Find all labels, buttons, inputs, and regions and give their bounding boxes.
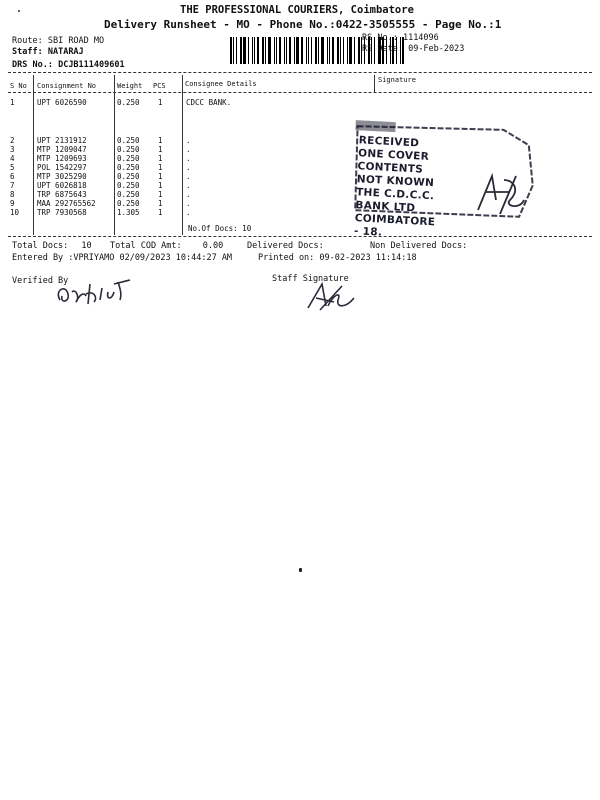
total-docs-label: Total Docs: xyxy=(12,241,69,251)
route-label: Route: xyxy=(12,36,43,46)
table-top-rule xyxy=(8,72,592,73)
drs-value: DCJB111409601 xyxy=(58,60,125,70)
row-sno: 1 xyxy=(10,98,15,107)
row-sno: 7 xyxy=(10,181,15,190)
row-weight: 0.250 xyxy=(117,190,140,199)
barcode-bar xyxy=(354,37,355,64)
col-header-signature: Signature xyxy=(378,76,416,84)
barcode-bar xyxy=(274,37,275,64)
row-consignee: . xyxy=(186,208,191,217)
route-line xyxy=(12,36,104,46)
rs-date-label: RS Date: xyxy=(362,44,403,54)
row-consignment: POL 1542297 xyxy=(37,163,87,172)
table-bottom-rule xyxy=(8,236,592,237)
row-pcs: 1 xyxy=(158,190,163,199)
row-consignee: . xyxy=(186,199,191,208)
barcode-bar xyxy=(315,37,317,64)
barcode-bar xyxy=(262,37,264,64)
barcode-bar xyxy=(257,37,259,64)
row-consignment: MTP 3025290 xyxy=(37,172,87,181)
col-header-weight: Weight xyxy=(117,82,143,90)
row-sno: 8 xyxy=(10,190,15,199)
row-consignment: TRP 6875643 xyxy=(37,190,87,199)
no-of-docs: No.Of Docs: 10 xyxy=(188,224,252,233)
barcode-bar xyxy=(349,37,352,64)
row-weight: 0.250 xyxy=(117,163,140,172)
barcode-bar xyxy=(289,37,291,64)
rs-no-line xyxy=(362,33,439,43)
col-divider-2 xyxy=(114,75,115,235)
row-pcs: 1 xyxy=(158,154,163,163)
rs-date-line xyxy=(362,44,464,54)
barcode-bar xyxy=(240,37,242,64)
staff-value: NATARAJ xyxy=(47,47,84,57)
barcode-bar xyxy=(340,37,341,64)
total-cod-line xyxy=(110,241,223,251)
col-header-consignee: Consignee Details xyxy=(185,80,257,88)
col-divider-1 xyxy=(33,75,34,235)
barcode-bar xyxy=(236,37,237,64)
scan-speck xyxy=(18,10,20,12)
totals-line xyxy=(12,241,92,251)
row-pcs: 1 xyxy=(158,181,163,190)
barcode-bar xyxy=(343,37,344,64)
barcode-bar xyxy=(347,37,348,64)
verified-by-signature xyxy=(50,274,140,314)
row-consignment: MTP 1209047 xyxy=(37,145,87,154)
route-value: SBI ROAD MO xyxy=(47,36,105,46)
barcode-bar xyxy=(268,37,271,64)
row-pcs: 1 xyxy=(158,136,163,145)
col-divider-4 xyxy=(374,75,375,93)
barcode-bar xyxy=(252,37,253,64)
row-consignee: . xyxy=(186,163,191,172)
barcode-bar xyxy=(248,37,249,64)
barcode-bar xyxy=(308,37,309,64)
row-pcs: 1 xyxy=(158,98,163,107)
barcode-bar xyxy=(337,37,339,64)
barcode-bar xyxy=(321,37,324,64)
printed-on: Printed on: 09-02-2023 11:14:18 xyxy=(258,253,417,263)
barcode-bar xyxy=(276,37,277,64)
row-weight: 0.250 xyxy=(117,145,140,154)
col-header-sno: S No xyxy=(10,82,27,90)
barcode-bar xyxy=(296,37,299,64)
table-header-rule xyxy=(8,92,592,93)
row-weight: 0.250 xyxy=(117,199,140,208)
row-weight: 0.250 xyxy=(117,172,140,181)
barcode-bar xyxy=(306,37,307,64)
barcode-bar xyxy=(311,37,312,64)
row-consignment: MAA 292765562 xyxy=(37,199,96,208)
rs-no-label: RS No.: xyxy=(362,33,398,43)
drs-label: DRS No.: xyxy=(12,60,53,70)
row-weight: 0.250 xyxy=(117,136,140,145)
non-delivered-docs: Non Delivered Docs: xyxy=(370,241,468,251)
barcode-bar xyxy=(284,37,285,64)
barcode-bar xyxy=(301,37,303,64)
staff-signature xyxy=(302,278,362,314)
row-consignee: . xyxy=(186,154,191,163)
row-pcs: 1 xyxy=(158,163,163,172)
staff-label: Staff: xyxy=(12,47,43,57)
barcode-bar xyxy=(233,37,234,64)
stamp-line-3: THE C.D.C.C. BANK LTD xyxy=(355,186,435,215)
total-cod-label: Total COD Amt: xyxy=(110,241,182,251)
company-title: THE PROFESSIONAL COURIERS, Coimbatore xyxy=(180,4,414,16)
verified-by-label: Verified By xyxy=(12,276,69,286)
row-sno: 10 xyxy=(10,208,20,217)
rs-date-value: 09-Feb-2023 xyxy=(408,44,465,54)
row-consignee: CDCC BANK. xyxy=(186,98,232,107)
delivered-docs: Delivered Docs: xyxy=(247,241,324,251)
row-pcs: 1 xyxy=(158,172,163,181)
row-consignment: UPT 2131912 xyxy=(37,136,87,145)
row-consignment: UPT 6026818 xyxy=(37,181,87,190)
stamp-line-2: CONTENTS NOT KNOWN xyxy=(356,160,435,190)
row-consignee: . xyxy=(186,190,191,199)
barcode-bar xyxy=(358,37,360,64)
barcode-bar xyxy=(294,37,295,64)
barcode-bar xyxy=(243,37,246,64)
row-consignee: . xyxy=(186,181,191,190)
row-sno: 6 xyxy=(10,172,15,181)
row-weight: 0.250 xyxy=(117,181,140,190)
row-sno: 9 xyxy=(10,199,15,208)
staff-signature-label: Staff Signature xyxy=(272,274,349,284)
row-sno: 3 xyxy=(10,145,15,154)
receiver-signature-scribble xyxy=(470,170,530,220)
barcode-bar xyxy=(279,37,281,64)
barcode-bar xyxy=(254,37,255,64)
row-consignee: . xyxy=(186,136,191,145)
barcode-bar xyxy=(332,37,334,64)
col-divider-3 xyxy=(182,75,183,235)
total-cod-value: 0.00 xyxy=(202,241,224,251)
scan-speck xyxy=(299,568,302,572)
col-header-pcs: PCS xyxy=(153,82,166,90)
barcode-bar xyxy=(265,37,266,64)
barcode-bar xyxy=(329,37,330,64)
row-sno: 2 xyxy=(10,136,15,145)
barcode-bar xyxy=(230,37,232,64)
total-docs-value: 10 xyxy=(81,241,92,251)
rs-no-value: 1114096 xyxy=(402,33,439,43)
barcode-bar xyxy=(327,37,328,64)
row-consignment: MTP 1209693 xyxy=(37,154,87,163)
stamp-line-4: COIMBATORE - 18. xyxy=(353,212,436,239)
row-consignee: . xyxy=(186,145,191,154)
row-weight: 1.305 xyxy=(117,208,140,217)
row-pcs: 1 xyxy=(158,208,163,217)
drs-line xyxy=(12,60,125,70)
row-weight: 0.250 xyxy=(117,98,140,107)
row-consignment: UPT 6026590 xyxy=(37,98,87,107)
runsheet-title: Delivery Runsheet - MO - Phone No.:0422-3505555 - Page No.:1 xyxy=(104,18,502,31)
entered-by: Entered By :VPRIYAMO 02/09/2023 10:44:27 AM xyxy=(12,253,233,263)
row-weight: 0.250 xyxy=(117,154,140,163)
row-sno: 5 xyxy=(10,163,15,172)
stamp-line-1: RECEIVED ONE COVER xyxy=(357,134,430,163)
row-sno: 4 xyxy=(10,154,15,163)
staff-line xyxy=(12,47,84,57)
row-pcs: 1 xyxy=(158,199,163,208)
row-pcs: 1 xyxy=(158,145,163,154)
barcode-bar xyxy=(286,37,287,64)
row-consignment: TRP 7930568 xyxy=(37,208,87,217)
barcode-bar xyxy=(318,37,319,64)
row-consignee: . xyxy=(186,172,191,181)
col-header-consignment: Consignment No xyxy=(37,82,97,90)
